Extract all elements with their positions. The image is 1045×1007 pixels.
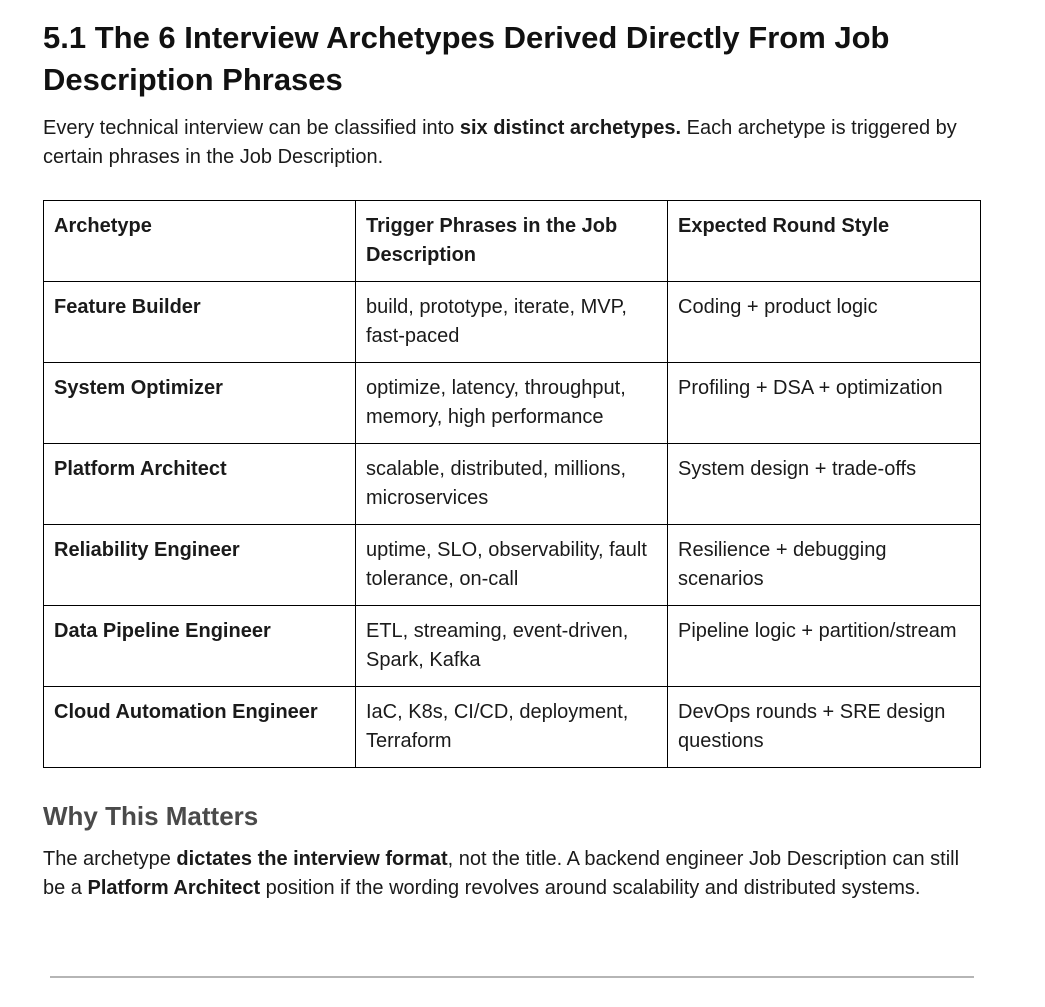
why-bold-2: Platform Architect bbox=[87, 877, 261, 899]
table-row bbox=[44, 444, 981, 525]
intro-text-end: Each archetype is triggered by certain phrases in the Job Description. bbox=[43, 117, 957, 168]
archetype-cell: Platform Architect bbox=[44, 444, 356, 525]
why-paragraph bbox=[43, 845, 983, 903]
table-row bbox=[44, 687, 981, 768]
why-bold-1: dictates the interview format bbox=[176, 848, 448, 870]
style-cell: Profiling + DSA + optimization bbox=[668, 363, 981, 444]
table-row bbox=[44, 606, 981, 687]
trigger-cell: uptime, SLO, observability, fault tolerance, on-call bbox=[356, 525, 668, 606]
archetype-cell: Feature Builder bbox=[44, 282, 356, 363]
style-cell: DevOps rounds + SRE design questions bbox=[668, 687, 981, 768]
header-archetype: Archetype bbox=[44, 201, 356, 282]
why-text-2: , not the title. A backend engineer Job Description can still be a bbox=[43, 848, 960, 899]
style-cell: Resilience + debugging scenarios bbox=[668, 525, 981, 606]
why-text-3: position if the wording revolves around scalability and distributed systems. bbox=[260, 877, 921, 899]
horizontal-divider bbox=[50, 976, 974, 978]
archetype-cell: Data Pipeline Engineer bbox=[44, 606, 356, 687]
style-cell: Pipeline logic + partition/stream bbox=[668, 606, 981, 687]
archetype-cell: System Optimizer bbox=[44, 363, 356, 444]
style-cell: System design + trade-offs bbox=[668, 444, 981, 525]
table-header-row bbox=[44, 201, 981, 282]
trigger-cell: build, prototype, iterate, MVP, fast-paced bbox=[356, 282, 668, 363]
trigger-cell: ETL, streaming, event-driven, Spark, Kafka bbox=[356, 606, 668, 687]
section-heading: 5.1 The 6 Interview Archetypes Derived Directly From Job Description Phrases bbox=[43, 20, 890, 97]
why-heading: Why This Matters bbox=[43, 801, 259, 831]
table-row bbox=[44, 282, 981, 363]
archetype-table bbox=[43, 200, 981, 768]
style-cell: Coding + product logic bbox=[668, 282, 981, 363]
trigger-cell: scalable, distributed, millions, microservices bbox=[356, 444, 668, 525]
intro-text-start: Every technical interview can be classified into bbox=[43, 117, 460, 139]
trigger-cell: optimize, latency, throughput, memory, high performance bbox=[356, 363, 668, 444]
trigger-cell: IaC, K8s, CI/CD, deployment, Terraform bbox=[356, 687, 668, 768]
archetype-cell: Cloud Automation Engineer bbox=[44, 687, 356, 768]
header-trigger-phrases: Trigger Phrases in the Job Description bbox=[356, 201, 668, 282]
table-row bbox=[44, 525, 981, 606]
table-row bbox=[44, 363, 981, 444]
why-text-1: The archetype bbox=[43, 848, 177, 870]
archetype-cell: Reliability Engineer bbox=[44, 525, 356, 606]
intro-paragraph bbox=[43, 114, 983, 172]
intro-bold-text: six distinct archetypes. bbox=[459, 117, 682, 139]
header-round-style: Expected Round Style bbox=[668, 201, 981, 282]
